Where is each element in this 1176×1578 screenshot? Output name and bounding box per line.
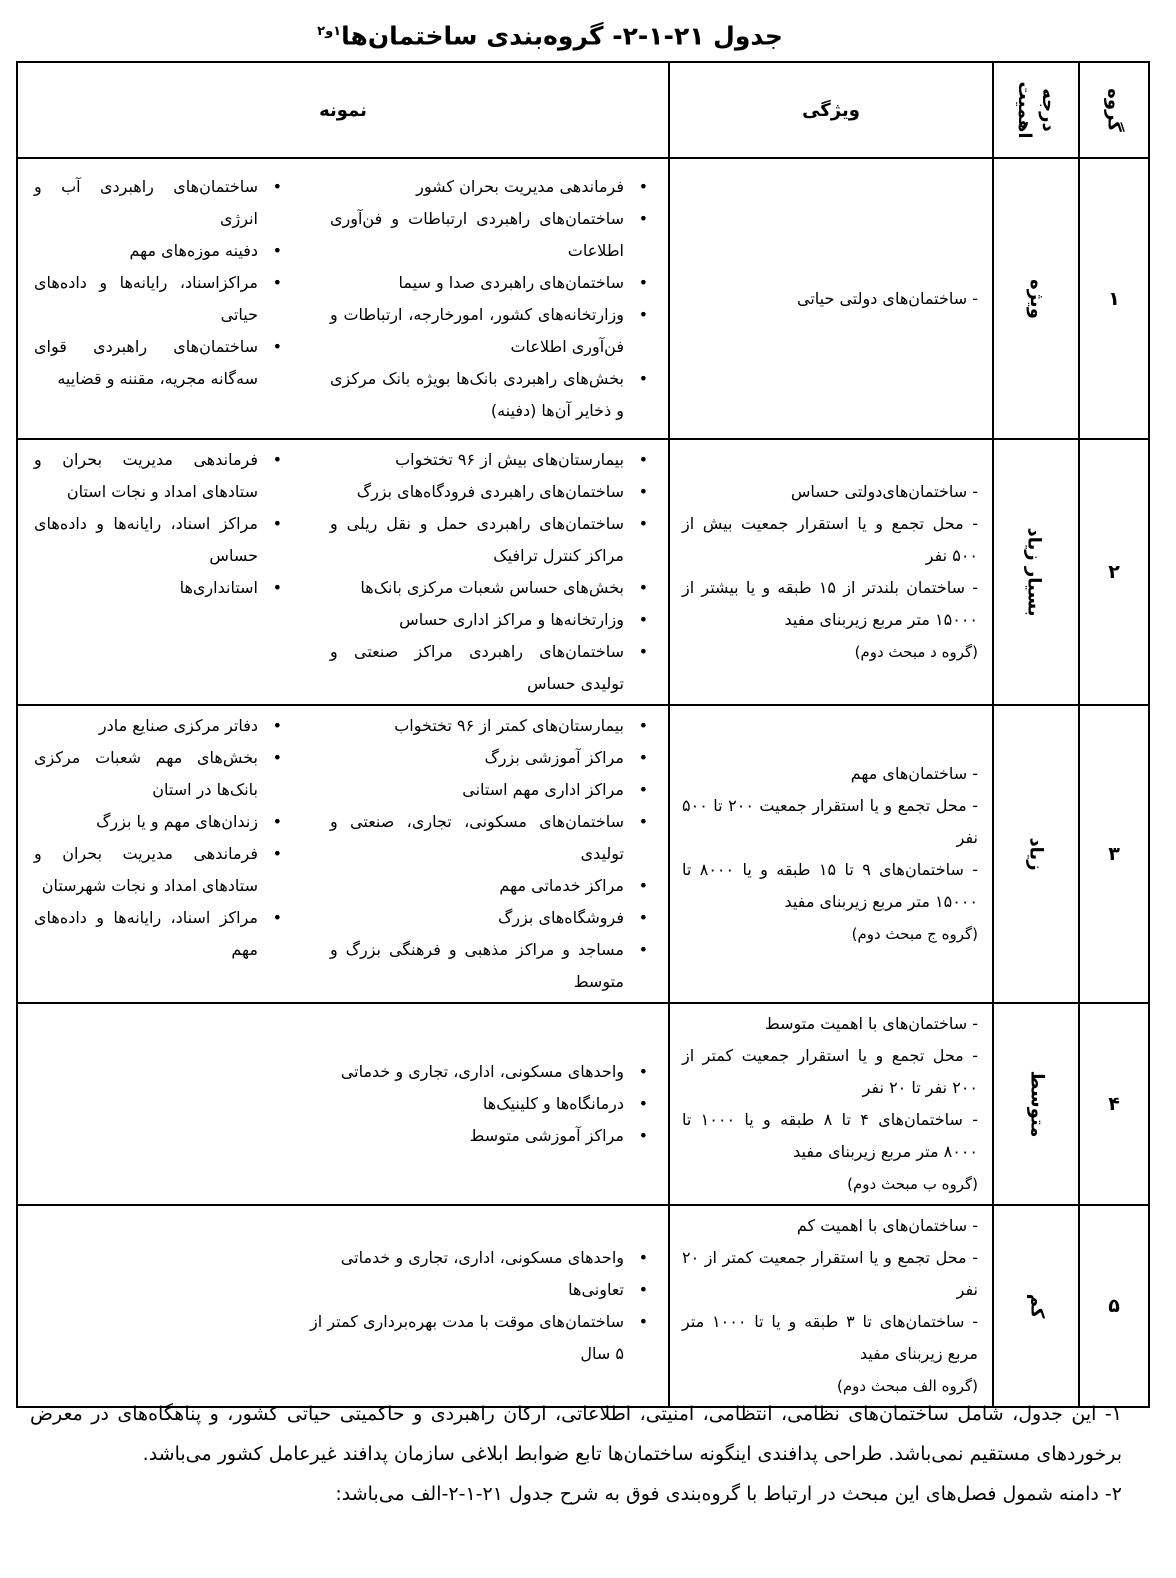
feature-item: - ساختمان‌های تا ۳ طبقه و یا تا ۱۰۰۰ متر مربع زیربنای مفید	[682, 1312, 979, 1363]
header-importance-label: درجه اهمیت	[1014, 81, 1059, 139]
group-number: ۱	[1108, 287, 1120, 310]
group-number-cell	[1079, 1205, 1149, 1407]
example-column-right	[310, 1056, 650, 1152]
group-number-cell	[1079, 1003, 1149, 1205]
example-item: • ساختمان‌های راهبردی صدا و سیما	[330, 267, 650, 299]
header-feature	[669, 62, 993, 158]
example-list	[310, 1056, 650, 1152]
example-item: • ساختمان‌های راهبردی قوای سه‌گانه مجریه، مقننه و قضاییه	[34, 331, 284, 395]
example-item: • وزارتخانه‌ها و مراکز اداری حساس	[330, 604, 650, 636]
example-column-right	[310, 1242, 650, 1370]
feature-cell	[669, 1205, 993, 1407]
example-list	[34, 171, 284, 395]
feature-note: (گروه د مبحث دوم)	[854, 643, 978, 661]
feature-item: - محل تجمع و یا استقرار جمعیت کمتر از ۲۰ نفر	[682, 1248, 978, 1299]
example-item: • فرماندهی مدیریت بحران و ستادهای امداد و نجات استان	[34, 444, 284, 508]
example-item: • ساختمان‌های راهبردی حمل و نقل ریلی و مراکز کنترل ترافیک	[330, 508, 650, 572]
table-title	[0, 12, 1100, 56]
example-columns	[34, 171, 650, 427]
example-list	[34, 444, 284, 604]
example-item: • وزارتخانه‌های کشور، امورخارجه، ارتباطات و فن‌آوری اطلاعات	[330, 299, 650, 363]
feature-item: - ساختمان‌های مهم	[850, 764, 978, 783]
feature-note: (گروه ج مبحث دوم)	[851, 925, 978, 943]
table-row	[17, 158, 1149, 439]
example-item: • بخش‌های مهم شعبات مرکزی بانک‌ها در استان	[34, 742, 284, 806]
table-title-text: جدول ۲۱-۱-۲- گروه‌بندی ساختمان‌ها	[341, 21, 783, 51]
feature-item: - محل تجمع و یا استقرار جمعیت ۲۰۰ تا ۵۰۰ نفر	[682, 796, 978, 847]
building-groups-table	[16, 61, 1150, 1408]
importance-label: بسیار زیاد	[1023, 527, 1045, 617]
example-item: • مراکز اداری مهم استانی	[330, 774, 650, 806]
footnotes	[30, 1394, 1122, 1514]
example-cell	[17, 1003, 669, 1205]
group-number: ۵	[1108, 1295, 1120, 1317]
feature-item: - ساختمان‌های دولتی حیاتی	[796, 288, 978, 308]
table-row	[17, 439, 1149, 705]
example-columns	[34, 1056, 650, 1152]
example-item: • واحدهای مسکونی، اداری، تجاری و خدماتی	[310, 1242, 650, 1274]
importance-label: زیاد	[1026, 837, 1047, 871]
header-importance	[993, 62, 1079, 158]
group-number-cell	[1079, 158, 1149, 439]
example-column-right	[330, 710, 650, 998]
header-group-label: گروه	[1103, 88, 1125, 132]
feature-note: (گروه ب مبحث دوم)	[847, 1175, 978, 1193]
example-list	[330, 171, 650, 427]
example-columns	[34, 444, 650, 700]
footnote-1: ۱- این جدول، شامل ساختمان‌های نظامی، انتظامی، امنیتی، اطلاعاتی، ارکان راهبردی و حاکمیتی حیاتی کشور، و پناهگاه‌های در معرض برخوردهای مستقیم نمی‌باشد. طراحی پدافندی اینگونه ساختمان‌ها تابع ضوابط ابلاغی سازمان پدافند غیرعامل کشور می‌باشد.	[30, 1403, 1122, 1465]
example-list	[330, 710, 650, 998]
example-list	[310, 1242, 650, 1370]
example-item: • دفاتر مرکزی صنایع مادر	[34, 710, 284, 742]
feature-cell	[669, 1003, 993, 1205]
feature-cell	[669, 705, 993, 1003]
feature-item: - ساختمان‌های ۹ تا ۱۵ طبقه و یا ۸۰۰۰ تا ۱۵۰۰۰ متر مربع زیربنای مفید	[682, 860, 979, 911]
importance-cell	[993, 1205, 1079, 1407]
feature-note: (گروه الف مبحث دوم)	[837, 1377, 978, 1395]
header-example-label: نمونه	[319, 99, 367, 121]
example-item: • ساختمان‌های راهبردی آب و انرژی	[34, 171, 284, 235]
example-item: • مراکز اسناد، رایانه‌ها و داده‌های مهم	[34, 902, 284, 966]
table-header-row	[17, 62, 1149, 158]
example-item: • ساختمان‌های موقت با مدت بهره‌برداری کمتر از ۵ سال	[310, 1306, 650, 1370]
example-cell	[17, 1205, 669, 1407]
example-list	[34, 710, 284, 966]
example-cell	[17, 158, 669, 439]
example-item: • دفینه موزه‌های مهم	[34, 235, 284, 267]
example-item: • مراکزاسناد، رایانه‌ها و داده‌های حیاتی	[34, 267, 284, 331]
example-item: • بخش‌های حساس شعبات مرکزی بانک‌ها	[330, 572, 650, 604]
table-row	[17, 705, 1149, 1003]
example-item: • مراکز اسناد، رایانه‌ها و داده‌های حساس	[34, 508, 284, 572]
feature-item: - ساختمان بلندتر از ۱۵ طبقه و یا بیشتر از ۱۵۰۰۰ متر مربع زیربنای مفید	[682, 578, 979, 629]
example-item: • فرماندهی مدیریت بحران و ستادهای امداد و نجات شهرستان	[34, 838, 284, 902]
importance-label: کم	[1026, 1293, 1047, 1319]
example-item: • مراکز آموزشی متوسط	[310, 1120, 650, 1152]
importance-cell	[993, 439, 1079, 705]
feature-item: - محل تجمع و یا استقرار جمعیت کمتر از ۲۰۰ نفر تا ۲۰ نفر	[682, 1046, 978, 1097]
example-item: • واحدهای مسکونی، اداری، تجاری و خدماتی	[310, 1056, 650, 1088]
table-row	[17, 1205, 1149, 1407]
group-number-cell	[1079, 705, 1149, 1003]
example-item: • استانداری‌ها	[34, 572, 284, 604]
example-item: • بیمارستان‌های کمتر از ۹۶ تختخواب	[330, 710, 650, 742]
importance-cell	[993, 1003, 1079, 1205]
table-body	[17, 158, 1149, 1407]
example-item: • ساختمان‌های راهبردی ارتباطات و فن‌آوری اطلاعات	[330, 203, 650, 267]
example-cell	[17, 439, 669, 705]
example-cell	[17, 705, 669, 1003]
group-number: ۲	[1108, 561, 1120, 583]
example-item: • ساختمان‌های راهبردی مراکز صنعتی و تولیدی حساس	[330, 636, 650, 700]
example-item: • درمانگاه‌ها و کلینیک‌ها	[310, 1088, 650, 1120]
example-item: • بخش‌های راهبردی بانک‌ها بویژه بانک مرکزی و ذخایر آن‌ها (دفینه)	[330, 363, 650, 427]
importance-cell	[993, 705, 1079, 1003]
example-item: • ساختمان‌های راهبردی فرودگاه‌های بزرگ	[330, 476, 650, 508]
example-item: • تعاونی‌ها	[310, 1274, 650, 1306]
header-feature-label: ویژگی	[802, 99, 860, 121]
example-columns	[34, 710, 650, 998]
importance-label: متوسط	[1025, 1070, 1047, 1138]
feature-item: - ساختمان‌های ۴ تا ۸ طبقه و یا ۱۰۰۰ تا ۸۰۰۰ متر مربع زیربنای مفید	[682, 1110, 979, 1161]
example-column-right	[330, 444, 650, 700]
footnote-2: ۲- دامنه شمول فصل‌های این مبحث در ارتباط با گروه‌بندی فوق به شرح جدول ۲۱-۱-۲-الف می‌باشد:	[335, 1483, 1122, 1505]
group-number-cell	[1079, 439, 1149, 705]
example-list	[330, 444, 650, 700]
feature-item: - محل تجمع و یا استقرار جمعیت بیش از ۵۰۰ نفر	[682, 514, 978, 565]
feature-item: - ساختمان‌های با اهمیت کم	[796, 1216, 978, 1235]
example-column-right	[330, 171, 650, 427]
example-item: • مراکز خدماتی مهم	[330, 870, 650, 902]
example-item: • مراکز آموزشی بزرگ	[330, 742, 650, 774]
group-number: ۳	[1108, 843, 1120, 865]
feature-item: - ساختمان‌های با اهمیت متوسط	[764, 1014, 978, 1033]
example-item: • فرماندهی مدیریت بحران کشور	[330, 171, 650, 203]
example-item: • فروشگاه‌های بزرگ	[330, 902, 650, 934]
table-row	[17, 1003, 1149, 1205]
example-item: • مساجد و مراکز مذهبی و فرهنگی بزرگ و متوسط	[330, 934, 650, 998]
example-item: • زندان‌های مهم و یا بزرگ	[34, 806, 284, 838]
feature-cell	[669, 158, 993, 439]
group-number: ۴	[1108, 1093, 1120, 1115]
header-group	[1079, 62, 1149, 158]
example-column-left	[34, 710, 284, 966]
importance-cell	[993, 158, 1079, 439]
example-column-left	[34, 171, 284, 395]
example-item: • بیمارستان‌های بیش از ۹۶ تختخواب	[330, 444, 650, 476]
importance-label: ویژه	[1026, 278, 1047, 319]
header-example	[17, 62, 669, 158]
feature-item: - ساختمان‌های‌دولتی حساس	[790, 482, 978, 501]
feature-cell	[669, 439, 993, 705]
example-item: • ساختمان‌های مسکونی، تجاری، صنعتی و تولیدی	[330, 806, 650, 870]
example-column-left	[34, 444, 284, 604]
example-columns	[34, 1242, 650, 1370]
table-title-footnote-marks: ۱و۲	[317, 24, 342, 39]
